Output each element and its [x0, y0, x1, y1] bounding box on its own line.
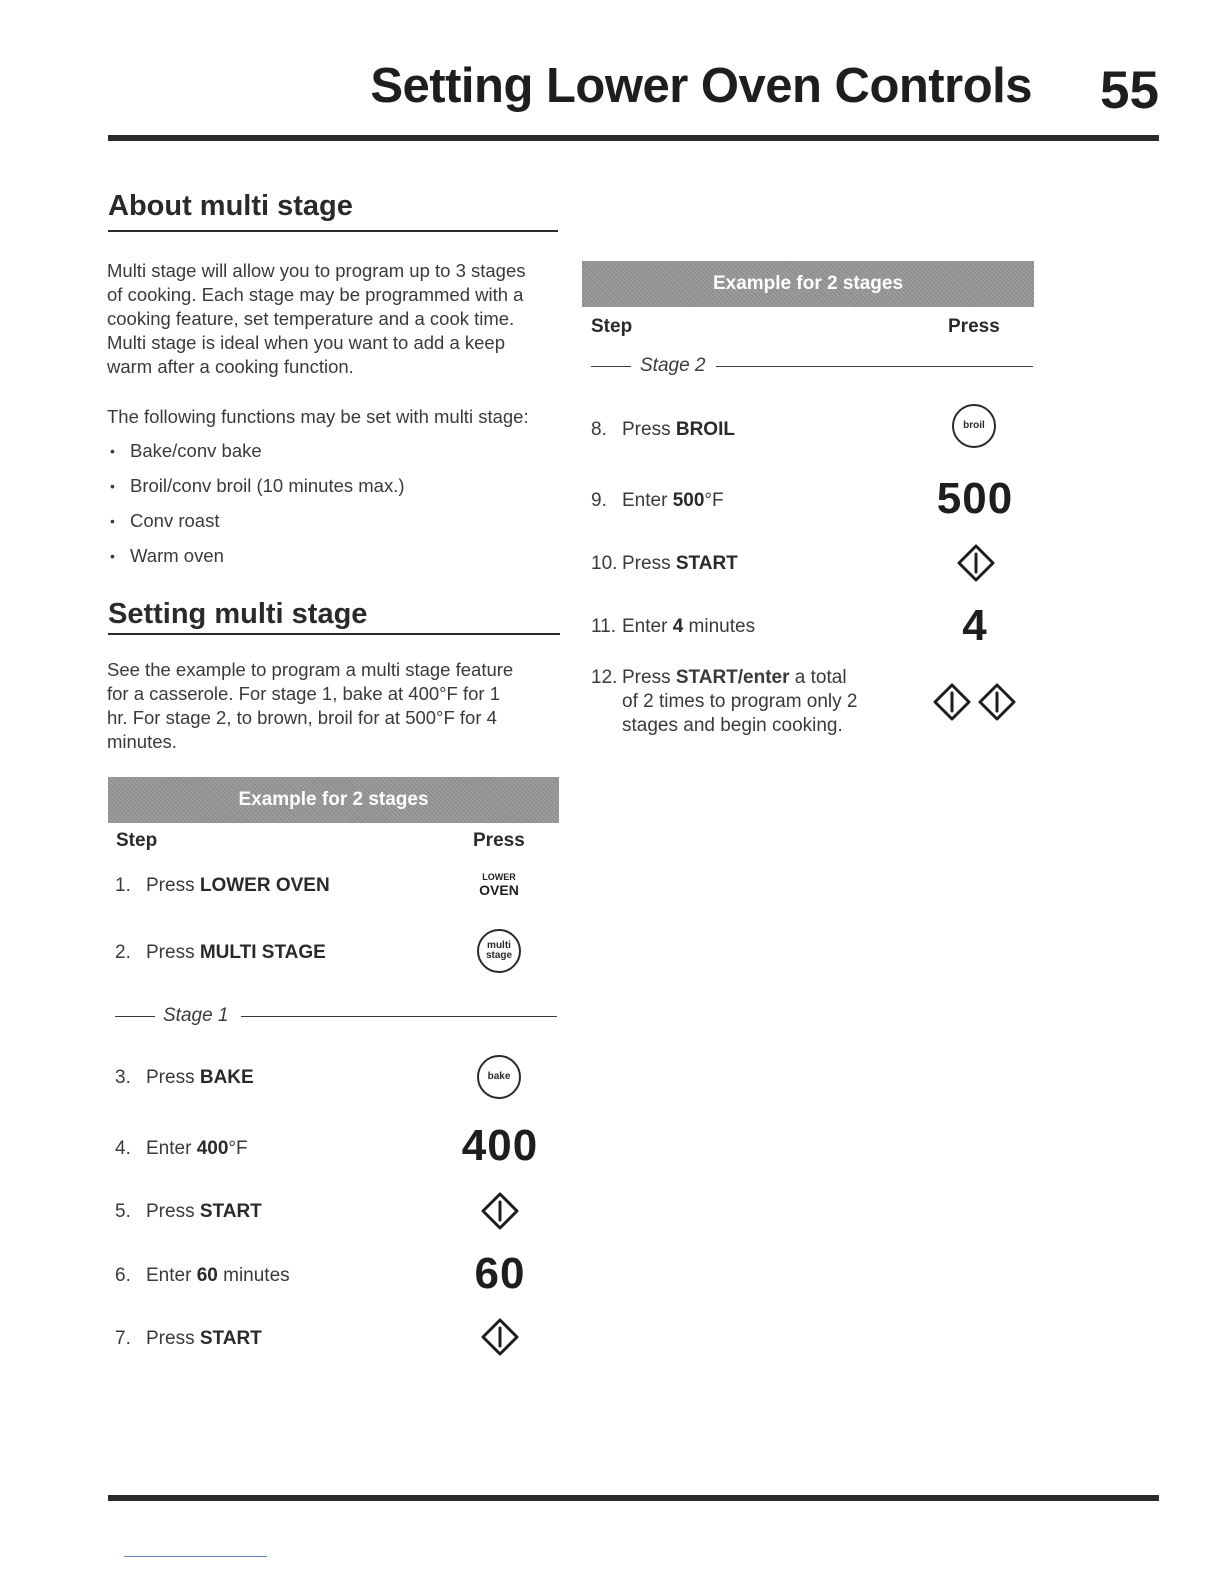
number-key-500: 500 [936, 474, 1014, 523]
setting-line: See the example to program a multi stage feature [107, 659, 514, 680]
page-number: 55 [1100, 61, 1159, 120]
page-title: Setting Lower Oven Controls [370, 59, 1032, 113]
stage2-divider [591, 355, 1033, 377]
list-item: • Warm oven [108, 545, 558, 580]
about-heading: About multi stage [108, 190, 353, 222]
about-line: cooking feature, set temperature and a cook time. [107, 308, 515, 329]
table2-step-header: Step [591, 316, 633, 337]
table-row: 10. Press START [591, 553, 738, 574]
start-key-icon [977, 682, 1017, 722]
table2-banner: Example for 2 stages [582, 261, 1034, 307]
table1-press-header: Press [473, 830, 525, 851]
table-row: 2. Press MULTI STAGE [115, 942, 326, 963]
list-item: • Bake/conv bake [108, 440, 558, 475]
start-key-icon [932, 682, 972, 722]
setting-heading: Setting multi stage [108, 598, 368, 630]
about-line: Multi stage is ideal when you want to add a keep [107, 332, 505, 353]
setting-heading-rule [108, 633, 560, 635]
about-intro [107, 259, 567, 379]
table-row: 7. Press START [115, 1328, 262, 1349]
table-row: 6. Enter 60 minutes [115, 1265, 290, 1286]
start-key-icon [480, 1191, 520, 1231]
list-item: • Conv roast [108, 510, 558, 545]
bake-key-icon: bake [477, 1055, 521, 1099]
start-key-icon [956, 543, 996, 583]
footer-link-line [124, 1556, 267, 1557]
lower-oven-key: LOWER OVEN [479, 872, 519, 898]
multi-stage-key-icon: multi stage [477, 929, 521, 973]
list-item: • Broil/conv broil (10 minutes max.) [108, 475, 558, 510]
stage1-label: Stage 1 [163, 1005, 229, 1026]
table-row: 8. Press BROIL [591, 419, 735, 440]
table-row: 11. Enter 4 minutes [591, 616, 756, 637]
functions-list [108, 440, 558, 580]
number-key-60: 60 [474, 1249, 526, 1298]
table1-step-header: Step [116, 830, 158, 851]
stage1-divider [115, 1005, 557, 1027]
stage2-label: Stage 2 [640, 355, 706, 376]
table-row: 9. Enter 500°F [591, 490, 724, 511]
table2-press-header: Press [948, 316, 1000, 337]
table-row: 12. Press START/enter a total of 2 times to program only 2 stages and begin cooking. [591, 667, 858, 736]
table-row: 5. Press START [115, 1201, 262, 1222]
start-key-icon [480, 1317, 520, 1357]
header-rule [108, 135, 1159, 141]
number-key-4: 4 [962, 601, 988, 650]
table-row: 4. Enter 400°F [115, 1138, 248, 1159]
setting-line: minutes. [107, 731, 177, 752]
broil-key-icon: broil [952, 404, 996, 448]
setting-line: hr. For stage 2, to brown, broil for at 500°F for 4 [107, 707, 497, 728]
setting-description [107, 658, 567, 754]
about-heading-rule [108, 230, 558, 232]
about-line: warm after a cooking function. [107, 356, 354, 377]
setting-line: for a casserole. For stage 1, bake at 400°F for 1 [107, 683, 501, 704]
table1-banner: Example for 2 stages [108, 777, 559, 823]
table-row: 1. Press LOWER OVEN [115, 875, 330, 896]
about-line: of cooking. Each stage may be programmed with a [107, 284, 524, 305]
about-line: Multi stage will allow you to program up to 3 stages [107, 260, 526, 281]
number-key-400: 400 [461, 1121, 539, 1170]
functions-intro: The following functions may be set with multi stage: [107, 406, 529, 427]
table-row: 3. Press BAKE [115, 1067, 254, 1088]
footer-rule [108, 1495, 1159, 1501]
